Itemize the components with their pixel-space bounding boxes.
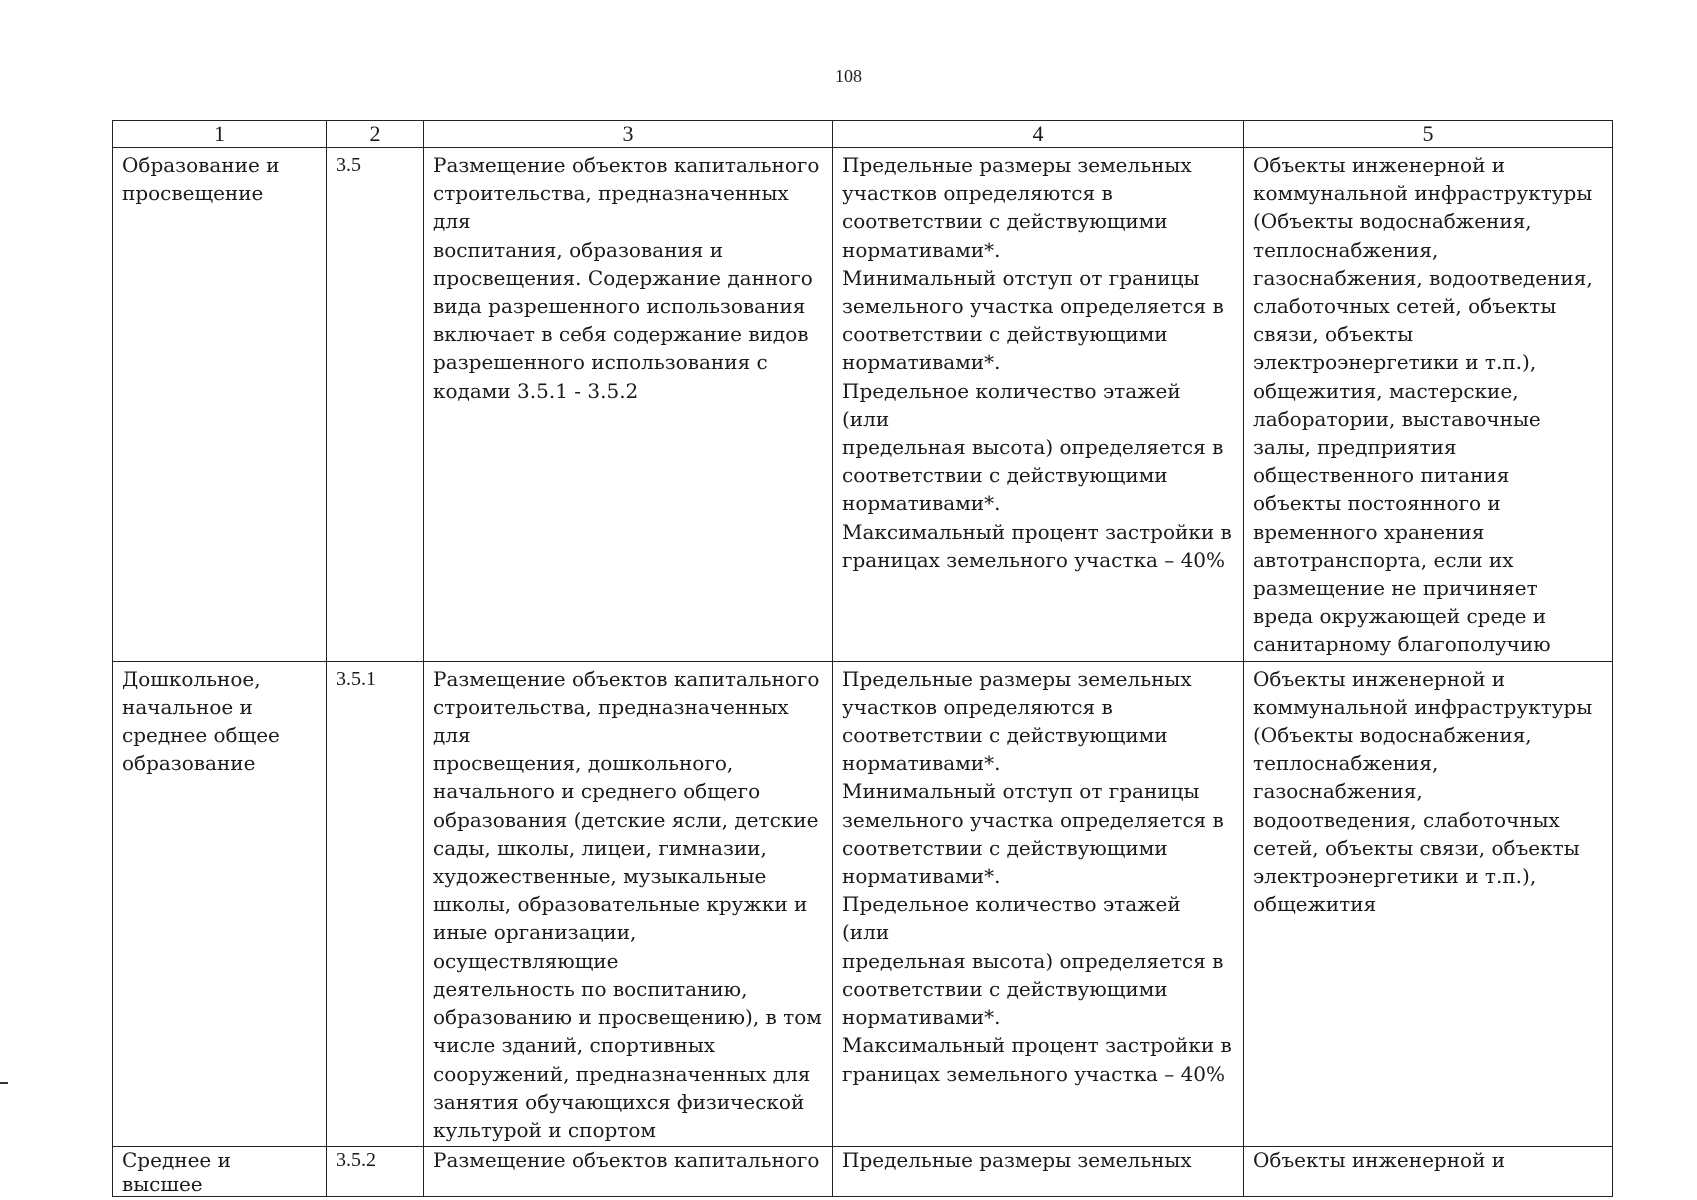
land-use-parameters: Предельные размеры земельных bbox=[833, 1147, 1244, 1197]
land-use-description: Размещение объектов капитального bbox=[424, 1147, 833, 1197]
land-use-name: Дошкольное, начальное и среднее общее образование bbox=[113, 661, 327, 1146]
table-row bbox=[113, 661, 1613, 1146]
land-use-description: Размещение объектов капитального строительства, предназначенных для воспитания, образования и просвещения. Содержание данного вида разрешенного использования включает в себя содержание видов разрешенного использования с кодами 3.5.1 - 3.5.2 bbox=[424, 148, 833, 662]
land-use-code: 3.5.2 bbox=[327, 1147, 424, 1197]
land-use-description: Размещение объектов капитального строительства, предназначенных для просвещения, дошкольного, начального и среднего общего образования (детские ясли, детские сады, школы, лицеи, гимназии, художественные, музыкальные школы, образовательные кружки и иные организации, осуществляющие деятельность по воспитанию, образованию и просвещению), в том числе зданий, спортивных сооружений, предназначенных для занятия обучающихся физической культурой и спортом bbox=[424, 661, 833, 1146]
auxiliary-uses: Объекты инженерной и коммунальной инфраструктуры (Объекты водоснабжения, теплоснабжения, газоснабжения, водоотведения, слаботочных сетей, объекты связи, объекты электроэнергетики и т.п.), общежития, мастерские, лаборатории, выставочные залы, предприятия общественного питания объекты постоянного и временного хранения автотранспорта, если их размещение не причиняет вреда окружающей среде и санитарному благополучию bbox=[1244, 148, 1613, 662]
land-use-code: 3.5 bbox=[327, 148, 424, 662]
land-use-table bbox=[112, 120, 1613, 1197]
column-header-4: 4 bbox=[833, 121, 1244, 148]
table-row bbox=[113, 1147, 1613, 1197]
column-header-1: 1 bbox=[113, 121, 327, 148]
land-use-code: 3.5.1 bbox=[327, 661, 424, 1146]
land-use-name: Среднее и высшее bbox=[113, 1147, 327, 1197]
column-header-2: 2 bbox=[327, 121, 424, 148]
auxiliary-uses: Объекты инженерной и bbox=[1244, 1147, 1613, 1197]
table-header-row bbox=[113, 121, 1613, 148]
auxiliary-uses: Объекты инженерной и коммунальной инфраструктуры (Объекты водоснабжения, теплоснабжения, газоснабжения, водоотведения, слаботочных сетей, объекты связи, объекты электроэнергетики и т.п.), общежития bbox=[1244, 661, 1613, 1146]
land-use-parameters: Предельные размеры земельных участков определяются в соответствии с действующими нормативами*. Минимальный отступ от границы земельного участка определяется в соответствии с действующими нормативами*. Предельное количество этажей (или предельная высота) определяется в соответствии с действующими нормативами*. Максимальный процент застройки в границах земельного участка – 40% bbox=[833, 661, 1244, 1146]
column-header-5: 5 bbox=[1244, 121, 1613, 148]
table-row bbox=[113, 148, 1613, 662]
page-number: 108 bbox=[835, 66, 862, 86]
margin-dash bbox=[0, 1082, 8, 1084]
land-use-parameters: Предельные размеры земельных участков определяются в соответствии с действующими нормативами*. Минимальный отступ от границы земельного участка определяется в соответствии с действующими нормативами*. Предельное количество этажей (или предельная высота) определяется в соответствии с действующими нормативами*. Максимальный процент застройки в границах земельного участка – 40% bbox=[833, 148, 1244, 662]
land-use-name: Образование и просвещение bbox=[113, 148, 327, 662]
column-header-3: 3 bbox=[424, 121, 833, 148]
